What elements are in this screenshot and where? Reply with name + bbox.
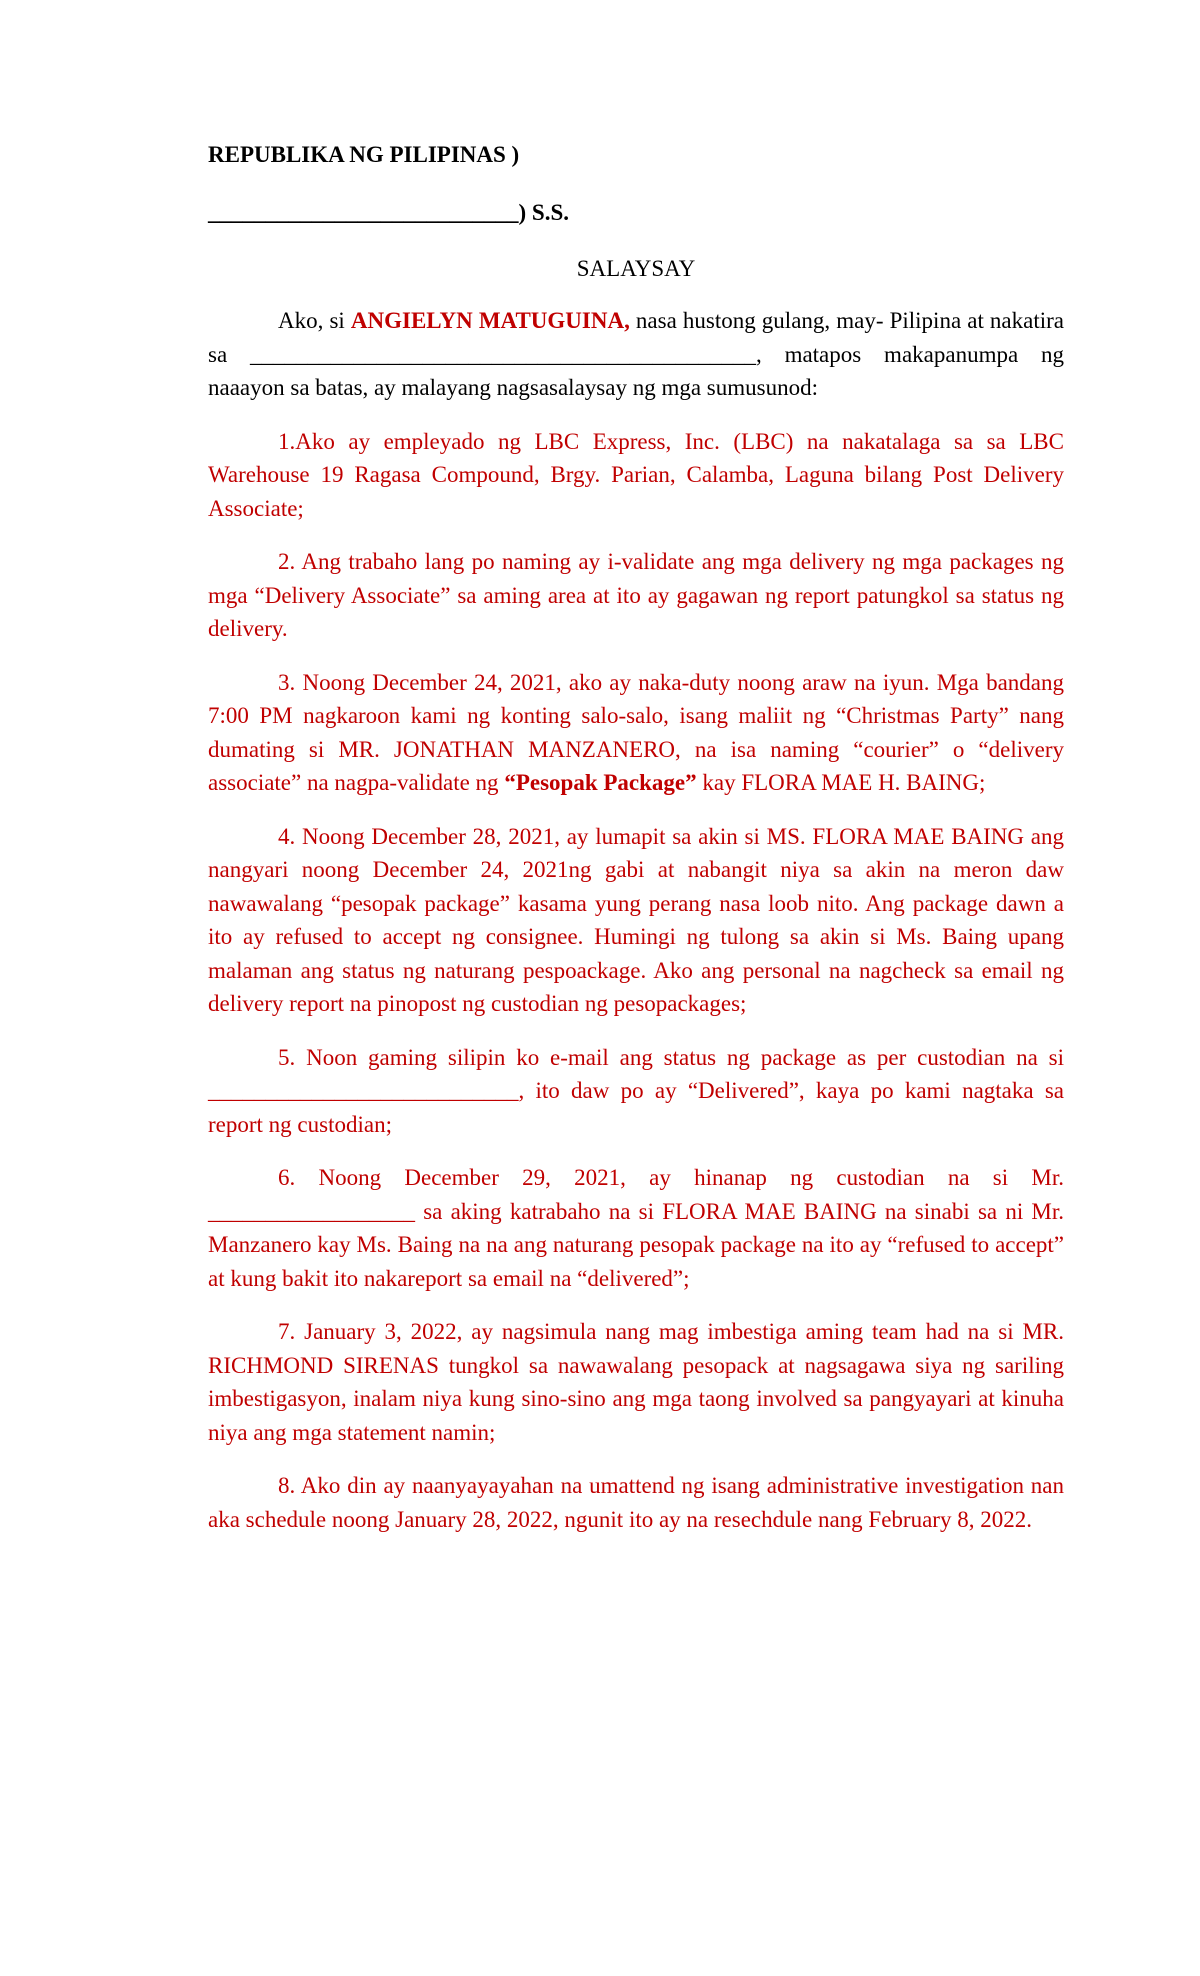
paragraph-7: 7. January 3, 2022, ay nagsimula nang mag imbestiga aming team had na si MR. RICHMOND SIRENAS tungkol sa nawawalang pesopack at nagsagawa siya ng sariling imbestigasyon, inalam niya kung sino-sino ang mga taong involved sa pangyayari at kinuha niya ang mga statement namin; [208, 1319, 1064, 1445]
intro-lead: Ako, si [278, 308, 351, 333]
document-body [208, 138, 1064, 1556]
header-republic: REPUBLIKA NG PILIPINAS ) [208, 142, 520, 167]
affiant-name: ANGIELYN MATUGUINA, [350, 308, 630, 333]
paragraph-1: 1.Ako ay empleyado ng LBC Express, Inc. (LBC) na nakatalaga sa sa LBC Warehouse 19 Ragasa Compound, Brgy. Parian, Calamba, Laguna bilang Post Delivery Associate; [208, 428, 1064, 521]
paragraph-4: 4. Noong December 28, 2021, ay lumapit sa akin si MS. FLORA MAE BAING ang nangyari noong December 24, 2021ng gabi at nabangit niya sa akin na meron daw nawawalang “pesopak package” kasama yung perang nasa loob nito. Ang package dawn a ito ay refused to accept ng consignee. Humingi ng tulong sa akin si Ms. Baing upang malaman ang status ng naturang pespoackage. Ako ang personal na nagcheck sa email ng delivery report na pinopost ng custodian ng pesopackages; [208, 823, 1064, 1016]
paragraph-3 [208, 666, 1064, 800]
intro-paragraph [208, 304, 1064, 405]
paragraph-3-end: kay FLORA MAE H. BAING; [696, 770, 986, 795]
paragraph-3-text: 3. Noong December 24, 2021, ako ay naka-duty noong araw na iyun. Mga bandang 7:00 PM nagkaroon kami ng konting salo-salo, isang maliit ng “Christmas Party” nang dumating si MR. JONATHAN MANZANERO, na isa naming “courier” o “delivery associate” na nagpa-validate ng [208, 669, 1064, 795]
paragraph-2: 2. Ang trabaho lang po naming ay i-validate ang mga delivery ng mga packages ng mga “Delivery Associate” sa aming area at ito ay gagawan ng report patungkol sa status ng delivery. [208, 549, 1064, 641]
pesopak-package-emphasis: “Pesopak Package” [504, 770, 697, 795]
intro-rest: nasa hustong gulang, may- Pilipina at nakatira sa ____________________________________________, matapos makapanumpa ng naaayon sa batas, ay malayang nagsasalaysay ng mga sumusunod: [208, 308, 1065, 400]
paragraph-5: 5. Noon gaming silipin ko e-mail ang status ng package as per custodian na si ___________________________, ito daw po ay “Delivered”, kaya po kami nagtaka sa report ng custodian; [208, 1044, 1064, 1137]
paragraph-6: 6. Noong December 29, 2021, ay hinanap ng custodian na si Mr. __________________ sa aking katrabaho na si FLORA MAE BAING na sinabi sa ni Mr. Manzanero kay Ms. Baing na na ang naturang pesopak package na ito ay “refused to accept” at kung bakit ito nakareport sa email na “delivered”; [208, 1165, 1064, 1291]
paragraph-8: 8. Ako din ay naanyayayahan na umattend ng isang administrative investigation nan aka schedule noong January 28, 2022, ngunit ito ay na resechdule nang February 8, 2022. [208, 1473, 1064, 1532]
document-title: SALAYSAY [576, 256, 696, 281]
header-ss-line: ___________________________) S.S. [208, 200, 569, 225]
